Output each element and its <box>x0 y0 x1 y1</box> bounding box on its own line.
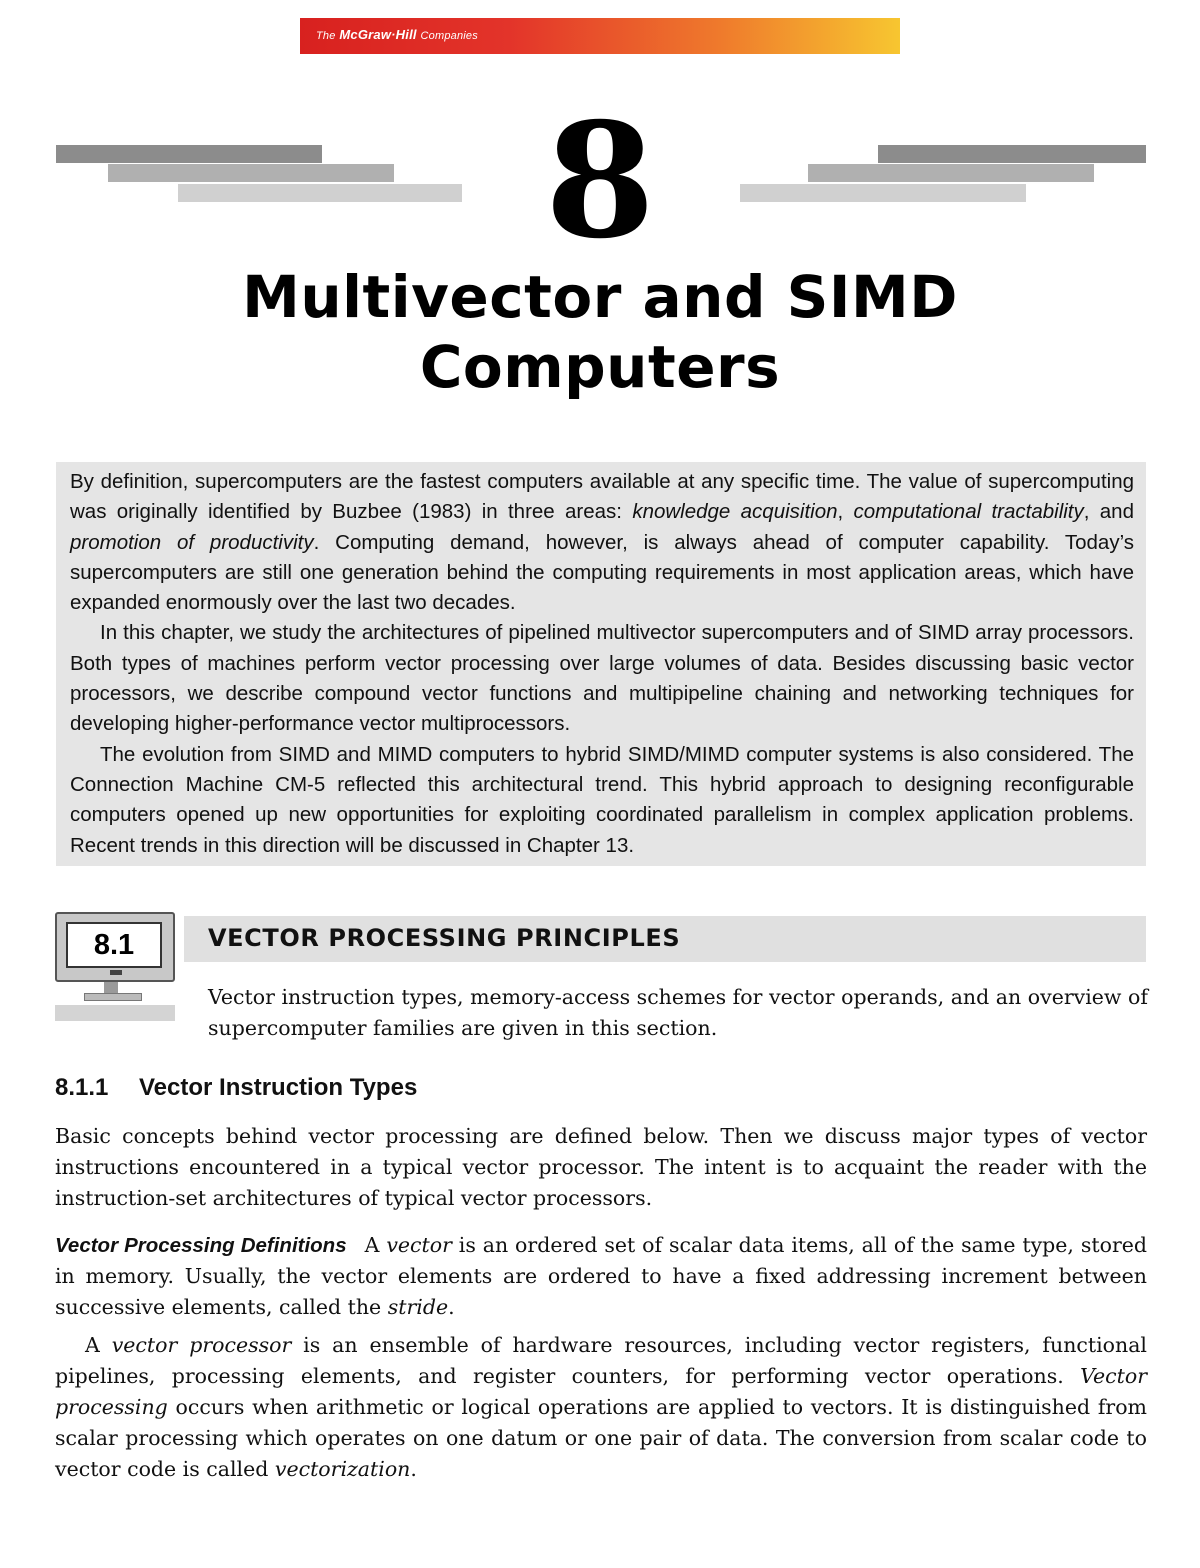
publisher-banner <box>300 18 900 54</box>
monitor-shadow <box>55 1005 175 1021</box>
monitor-base <box>84 993 142 1001</box>
definitions-heading: Vector Processing Definitions <box>55 1234 347 1257</box>
chapter-intro-box <box>56 462 1146 866</box>
subsection-heading <box>55 1074 417 1102</box>
chapter-title-line-1: Multivector and SIMD <box>242 263 958 331</box>
chapter-number: 8 <box>545 89 655 274</box>
body-paragraph-1: Basic concepts behind vector processing are defined below. Then we discuss major types of vector instructions encountered in a typical vector processor. The intent is to acquaint the reader with the instruction-set architectures of typical vector processors. <box>55 1124 1147 1210</box>
publisher-logo: The McGraw·Hill Companies <box>316 27 478 42</box>
monitor-icon <box>55 912 175 982</box>
intro-paragraph-3: The evolution from SIMD and MIMD computers to hybrid SIMD/MIMD computer systems is also considered. The Connection Machine CM-5 reflected this architectural trend. This hybrid approach to designing reconfigurable computers opened up new opportunities for exploiting coordinated parallelism in complex application problems. Recent trends in this direction will be discussed in Chapter 13. <box>70 742 1134 857</box>
vector-processor-paragraph: A vector processor is an ensemble of hardware resources, including vector registers, functional pipelines, processing elements, and register counters, for performing vector operations. Vector processing occurs when arithmetic or logical operations are applied to vectors. It is distinguished from scalar processing which operates on one datum or one pair of data. The conversion from scalar code to vector code is called vectorization. <box>55 1333 1147 1481</box>
chapter-title-line-2: Computers <box>419 333 781 401</box>
section-intro: Vector instruction types, memory-access schemes for vector operands, and an overview of supercomputer families are given in this section. <box>208 985 1148 1040</box>
intro-paragraph-1: By definition, supercomputers are the fastest computers available at any specific time. The value of supercomputing was originally identified by Buzbee (1983) in three areas: knowledge acquisition, computational tractability, and promotion of productivity. Computing demand, however, is always ahead of computer capability. Today’s supercomputers are still one generation behind the computing requirements in most application areas, which have expanded enormously over the last two decades. <box>70 470 1135 615</box>
section-title: VECTOR PROCESSING PRINCIPLES <box>208 924 681 952</box>
subsection-title: Vector Instruction Types <box>139 1074 418 1101</box>
chapter-title <box>0 262 1200 402</box>
subsection-number: 8.1.1 <box>55 1074 109 1101</box>
intro-paragraph-2: In this chapter, we study the architectures of pipelined multivector supercomputers and of SIMD array processors. Both types of machines perform vector processing over large volumes of data. Besides discussing basic vector processors, we describe compound vector functions and multipipeline chaining and networking techniques for developing higher-performance vector multiprocessors. <box>70 621 1134 736</box>
section-heading-band <box>184 916 1146 962</box>
section-number: 8.1 <box>66 922 162 968</box>
definitions-paragraph: Vector Processing Definitions A vector is an ordered set of scalar data items, all of the same type, stored in memory. Usually, the vector elements are ordered to have a fixed addressing increment between successive elements, called the stride. <box>55 1233 1147 1319</box>
